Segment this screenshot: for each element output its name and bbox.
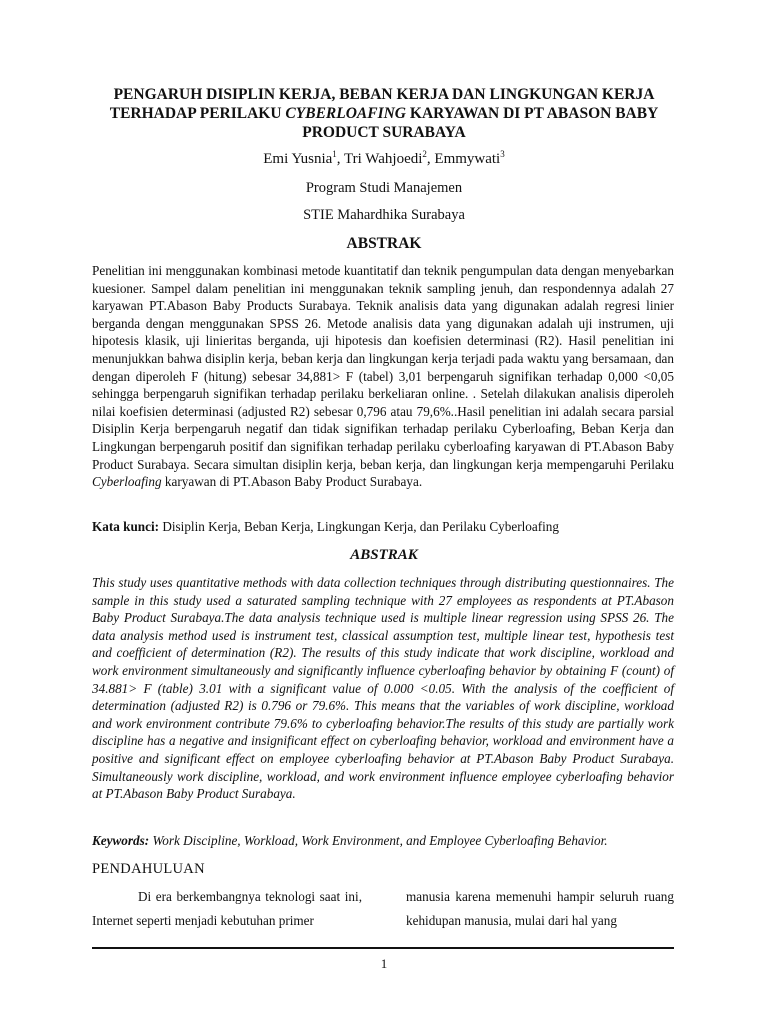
author-name: Emi Yusnia bbox=[263, 151, 333, 167]
author-affiliation-mark: 1 bbox=[332, 149, 337, 159]
keywords-id-label: Kata kunci: bbox=[92, 519, 160, 534]
abstract-heading-en: ABSTRAK bbox=[350, 547, 418, 563]
author-separator: , bbox=[426, 151, 435, 167]
author-separator: , bbox=[336, 151, 345, 167]
abstract-body-id bbox=[92, 262, 674, 491]
title-italic-term: CYBERLOAFING bbox=[285, 105, 407, 122]
abstract-body-en: This study uses quantitative methods with data collection techniques through distributing questionnaires. The sample in this study used a saturated sampling technique with 27 employees as respondents at PT.Abason Baby Product Surabaya.The data analysis technique used is multiple linear regression using SPSS 26. The data analysis method used is instrument test, classical assumption test, multiple linear test, hypothesis test and coefficient of determination (R2). The results of this study indicate that work discipline, workload and work environment simultaneously and significantly influence cyberloafing behavior by obtaining F (count) of 34.881> F (table) 3.01 with a significant value of 0.000 <0.05. With the analysis of the coefficient of determination (adjusted R2) is 0.796 or 79.6%. This means that the variables of work discipline, workload and work environment contribute 79.6% to cyberloafing behavior.The results of this study are partially work discipline has a negative and insignificant effect on cyberloafing behavior, workload and environment have a positive and significant effect on employee cyberloafing behavior at PT.Abason Baby Product Surabaya. Simultaneously work discipline, workload, and work environment influence employee cyberloafing behavior at PT.Abason Baby Product Surabaya. bbox=[92, 575, 674, 802]
keywords-en-label: Keywords: bbox=[92, 833, 150, 848]
keywords-id-text: Disiplin Kerja, Beban Kerja, Lingkungan Kerja, dan Perilaku Cyberloafing bbox=[159, 519, 559, 534]
title-line-3: PRODUCT SURABAYA bbox=[302, 124, 466, 141]
author-affiliation-mark: 3 bbox=[500, 149, 505, 159]
abstract-id-text: Penelitian ini menggunakan kombinasi metode kuantitatif dan teknik pengumpulan data dengan menyebarkan kuesioner. Sampel dalam penelitian ini menggunakan teknik sampling jenuh, dan respondennya adalah 27 karyawan PT.Abason Baby Products Surabaya. Teknik analisis data yang digunakan adalah regresi linier berganda dengan menggunakan SPSS 26. Metode analisis data yang digunakan adalah uji instrumen, uji hipotesis klasik, uji linieritas berganda, uji hipotesis dan koefisien determinasi (R2). Hasil penelitian ini menunjukkan bahwa disiplin kerja, beban kerja dan lingkungan kerja terjadi pada waktu yang bersamaan, dan dengan diperoleh F (hitung) sebesar 34,881> F (tabel) 3,01 berpengaruh signifikan terhadap 0,000 <0,05 sehingga berpengaruh signifikan terhadap perilaku berkeliaran online. . Setelah dilakukan analisis diperoleh nilai koefisien determinasi (adjusted R2) sebesar 0,796 atau 79,6%..Hasil penelitian ini adalah secara parsial Disiplin Kerja berpengaruh negatif dan tidak signifikan terhadap perilaku Cyberloafing, Beban Kerja dan Lingkungan berpengaruh positif dan signifikan terhadap perilaku cyberloafing karyawan di PT.Abason Baby Product Surabaya. Secara simultan disiplin kerja, beban kerja, dan lingkungan kerja mempengaruhi Perilaku bbox=[92, 263, 674, 472]
section-heading: PENDAHULUAN bbox=[92, 861, 205, 877]
study-program: Program Studi Manajemen bbox=[305, 180, 463, 196]
keywords-en-text: Work Discipline, Workload, Work Environment, and Employee Cyberloafing Behavior. bbox=[149, 833, 608, 848]
title-line-1: PENGARUH DISIPLIN KERJA, BEBAN KERJA DAN LINGKUNGAN KERJA bbox=[113, 86, 655, 103]
footer-rule bbox=[92, 947, 674, 949]
body-column-right: manusia karena memenuhi hampir seluruh ruang kehidupan manusia, mulai dari hal yang bbox=[406, 889, 674, 928]
author-list bbox=[95, 150, 673, 168]
abstract-heading-id: ABSTRAK bbox=[346, 235, 422, 252]
paper-title bbox=[95, 85, 673, 142]
keywords-id bbox=[92, 518, 674, 535]
author-affiliation-mark: 2 bbox=[422, 149, 427, 159]
author-name: Emmywati bbox=[434, 151, 501, 167]
page-number: 1 bbox=[380, 956, 388, 971]
title-line-2-end: KARYAWAN DI PT ABASON BABY bbox=[406, 105, 659, 122]
institution: STIE Mahardhika Surabaya bbox=[303, 207, 465, 223]
keywords-en bbox=[92, 832, 674, 849]
title-line-2 bbox=[95, 104, 673, 123]
title-line-2-start: TERHADAP PERILAKU bbox=[109, 105, 286, 122]
abstract-id-italic-term: Cyberloafing bbox=[92, 474, 162, 490]
body-column-left: Di era berkembangnya teknologi saat ini, Internet seperti menjadi kebutuhan primer bbox=[92, 889, 362, 928]
abstract-id-ending: karyawan di PT.Abason Baby Product Surabaya. bbox=[161, 474, 423, 490]
author-name: Tri Wahjoedi bbox=[344, 151, 423, 167]
